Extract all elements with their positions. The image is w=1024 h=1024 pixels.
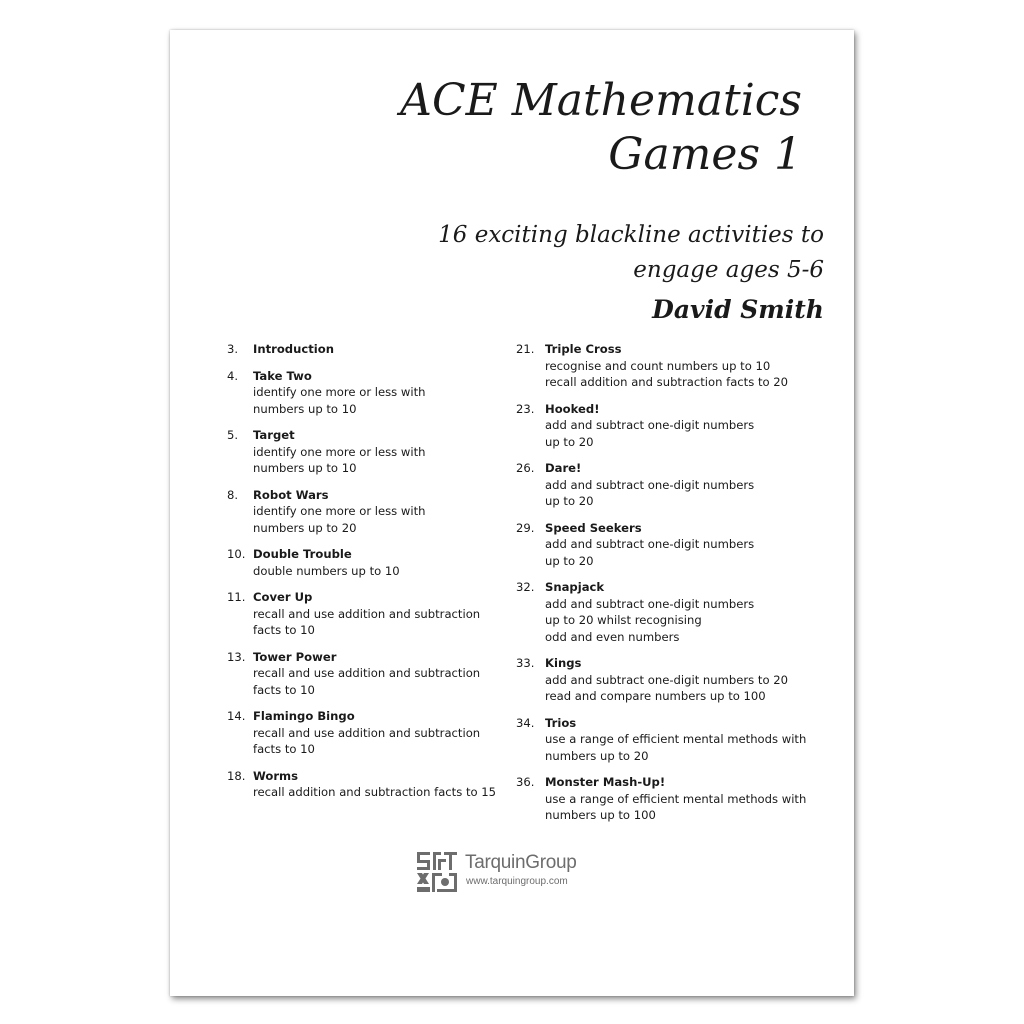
toc-entry [516, 715, 826, 765]
toc-entry-page-number: 5. [227, 428, 239, 442]
toc-entry [227, 708, 497, 758]
toc-entry [227, 427, 497, 477]
toc-entry-description: numbers up to 20 [253, 520, 357, 535]
toc-entry-title: Snapjack [545, 580, 605, 594]
toc-entry-description: numbers up to 10 [253, 461, 357, 475]
toc-entry-description: add and subtract one-digit numbers [545, 537, 755, 551]
book-subtitle [438, 218, 824, 288]
book-cover-page [170, 30, 854, 996]
book-subtitle-line-1: 16 exciting blackline activities to [438, 222, 824, 248]
toc-entry-description: recall and use addition and subtraction [253, 606, 481, 621]
toc-entry [516, 579, 826, 645]
toc-entry [227, 649, 497, 699]
toc-entry-description: numbers up to 10 [253, 401, 357, 416]
toc-entry-description: facts to 10 [253, 623, 315, 637]
toc-entry [516, 774, 826, 824]
publisher-name [465, 852, 577, 874]
toc-entry-description: recall and use addition and subtraction [253, 725, 481, 740]
toc-entry-description: read and compare numbers up to 100 [545, 689, 766, 703]
publisher-name-part-1: Tarquin [465, 852, 526, 873]
toc-entry-description: add and subtract one-digit numbers [545, 596, 755, 611]
toc-entry-page-number: 18. [227, 768, 246, 783]
toc-entry [227, 487, 497, 537]
toc-entry-page-number: 23. [516, 401, 535, 416]
toc-entry-page-number: 4. [227, 368, 239, 383]
toc-entry-page-number: 13. [227, 649, 246, 664]
toc-entry-page-number: 33. [516, 656, 535, 670]
toc-entry-description: recall addition and subtraction facts to 15 [253, 785, 497, 799]
toc-entry-description: identify one more or less with [253, 444, 426, 459]
toc-entry-page-number: 8. [227, 487, 239, 502]
toc-entry [516, 341, 826, 391]
toc-entry-title: Worms [253, 768, 299, 783]
toc-entry-page-number: 14. [227, 709, 246, 723]
toc-entry-description: use a range of efficient mental methods with [545, 791, 807, 806]
toc-entry-page-number: 3. [227, 342, 239, 356]
toc-entry [227, 368, 497, 418]
toc-entry [227, 546, 497, 579]
toc-entry-description: recall and use addition and subtraction [253, 666, 481, 680]
toc-entry-title: Dare! [545, 461, 582, 475]
toc-entry-description: facts to 10 [253, 682, 315, 697]
toc-entry-page-number: 32. [516, 580, 535, 594]
toc-entry-description: recall addition and subtraction facts to 20 [545, 375, 789, 389]
toc-entry-title: Robot Wars [253, 487, 329, 502]
toc-entry-description: up to 20 whilst recognising [545, 613, 702, 627]
toc-entry [227, 341, 497, 358]
toc-entry [516, 401, 826, 451]
toc-entry-page-number: 11. [227, 590, 246, 604]
toc-entry-description: up to 20 [545, 494, 594, 508]
toc-entry-title: Triple Cross [545, 342, 622, 356]
toc-right-column [516, 341, 826, 834]
publisher-name-part-2: Group [525, 852, 577, 873]
toc-entry-description: double numbers up to 10 [253, 563, 400, 578]
toc-entry-title: Introduction [253, 342, 334, 356]
toc-entry-page-number: 36. [516, 775, 535, 789]
toc-entry-title: Tower Power [253, 649, 337, 664]
toc-entry-description: odd and even numbers [545, 629, 680, 644]
toc-entry-title: Cover Up [253, 590, 313, 604]
toc-entry-description: recognise and count numbers up to 10 [545, 358, 771, 373]
toc-entry-page-number: 10. [227, 547, 246, 561]
toc-entry-title: Target [253, 428, 295, 442]
toc-entry-description: numbers up to 100 [545, 808, 656, 822]
toc-entry-description: identify one more or less with [253, 385, 426, 399]
tarquin-logo-icon [416, 851, 458, 893]
book-title [400, 74, 802, 182]
book-subtitle-line-2: engage ages 5-6 [633, 257, 824, 283]
toc-entry [227, 589, 497, 639]
toc-entry-title: Take Two [253, 368, 312, 383]
toc-left-column [227, 341, 497, 811]
toc-entry-page-number: 34. [516, 715, 535, 730]
book-title-line-2: Games 1 [608, 129, 802, 180]
toc-entry-description: use a range of efficient mental methods with [545, 732, 807, 746]
toc-entry-description: up to 20 [545, 434, 594, 449]
toc-entry-title: Speed Seekers [545, 520, 642, 535]
toc-entry-description: identify one more or less with [253, 504, 426, 518]
toc-entry [516, 460, 826, 510]
toc-entry-description: up to 20 [545, 553, 594, 568]
toc-entry-description: numbers up to 20 [545, 748, 649, 763]
toc-entry-title: Flamingo Bingo [253, 709, 355, 723]
publisher-url: www.tarquingroup.com [466, 876, 568, 887]
toc-entry-title: Hooked! [545, 401, 600, 416]
toc-entry [516, 655, 826, 705]
toc-entry-description: add and subtract one-digit numbers [545, 418, 755, 432]
toc-entry-page-number: 21. [516, 342, 535, 356]
book-author: David Smith [652, 295, 824, 324]
toc-entry-description: add and subtract one-digit numbers to 20 [545, 672, 788, 687]
toc-entry-page-number: 29. [516, 520, 535, 535]
toc-entry-title: Monster Mash-Up! [545, 775, 666, 789]
toc-entry-title: Kings [545, 656, 582, 670]
book-title-line-1: ACE Mathematics [400, 75, 802, 126]
toc-entry [516, 520, 826, 570]
toc-entry-title: Double Trouble [253, 547, 352, 561]
toc-entry-title: Trios [545, 715, 577, 730]
toc-entry [227, 768, 497, 801]
toc-entry-description: facts to 10 [253, 742, 315, 756]
publisher-logo [416, 849, 616, 899]
toc-entry-page-number: 26. [516, 461, 535, 475]
toc-entry-description: add and subtract one-digit numbers [545, 477, 755, 492]
